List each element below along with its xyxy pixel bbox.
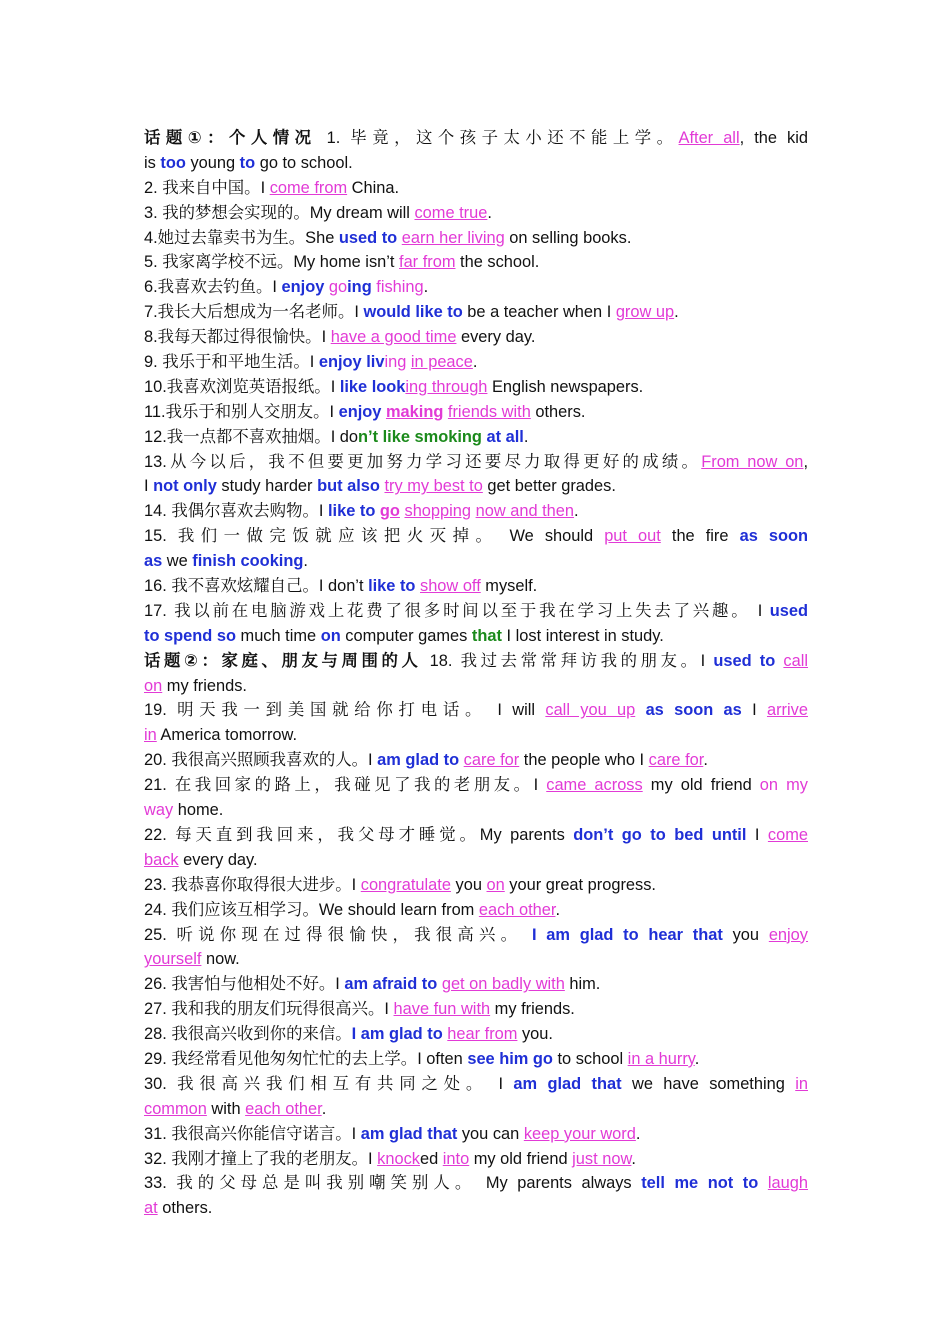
keyword: am glad to <box>377 751 460 770</box>
phrase-underlined: come from <box>269 178 348 197</box>
text-run: 27. 我和我的朋友们玩得很高兴。I <box>144 1000 394 1019</box>
phrase-underlined: call you up <box>545 701 636 720</box>
text-line <box>144 674 808 699</box>
text-run: 22. 每天直到我回来，我父母才睡觉。My parents <box>144 825 574 844</box>
keyword-green: that <box>471 626 502 645</box>
text-run: 12.我一点都不喜欢抽烟。I do <box>144 427 359 446</box>
text-run: with <box>206 1099 246 1118</box>
keyword: tell me not to <box>641 1174 759 1193</box>
text-line <box>144 325 808 350</box>
text-run: . <box>694 1049 700 1068</box>
text-line <box>144 375 808 400</box>
phrase-underlined: After all <box>678 129 740 147</box>
text-line <box>144 474 808 499</box>
text-line <box>144 798 808 823</box>
keyword: to <box>239 153 256 172</box>
keyword: like to <box>327 502 376 521</box>
text-run: 3. 我的梦想会实现的。My dream will <box>144 203 415 222</box>
phrase-underlined: come <box>767 825 808 844</box>
text-line <box>144 425 808 450</box>
phrase-underlined: arrive <box>766 701 808 720</box>
text-line <box>144 126 808 151</box>
text-line <box>144 1097 808 1122</box>
text-run: 13.从今以后，我不但要更加努力学习还要尽力取得更好的成绩。 <box>144 452 702 471</box>
text-run: 16. 我不喜欢炫耀自己。I don’t <box>144 577 369 596</box>
text-run: . <box>555 900 561 919</box>
phrase-underlined: back <box>144 850 179 869</box>
text-line <box>144 923 808 948</box>
text-run: China. <box>347 178 400 197</box>
text-run: 20. 我很高兴照顾我喜欢的人。I <box>144 751 378 770</box>
phrase-underlined: have a good time <box>330 328 457 347</box>
text-run: computer games <box>340 626 472 645</box>
text-run: 6.我喜欢去钓鱼。I <box>144 278 282 297</box>
phrase-underlined: come true <box>414 203 488 222</box>
text-run <box>758 1174 768 1192</box>
text-run: . <box>674 303 679 322</box>
keyword: see him go <box>467 1049 553 1068</box>
text-run: . <box>523 427 529 446</box>
text-run: 29. 我经常看见他匆匆忙忙的去上学。I often <box>144 1049 468 1068</box>
keyword: am afraid to <box>344 975 438 994</box>
text-run: home. <box>173 801 224 820</box>
text-run: , <box>803 452 808 471</box>
phrase-underlined: each other <box>478 900 556 919</box>
text-run: . <box>303 552 308 571</box>
keyword: don’t go to bed until <box>573 825 747 844</box>
phrase-underlined: into <box>442 1149 470 1168</box>
phrase-underlined: in a hurry <box>627 1049 695 1068</box>
text-run: . <box>703 751 708 770</box>
phrase-underlined: have fun with <box>393 1000 491 1019</box>
text-run: I <box>741 701 767 720</box>
document-body <box>144 126 808 1221</box>
text-line <box>144 823 808 848</box>
text-run: study harder <box>216 477 318 496</box>
phrase: go <box>328 278 348 297</box>
text-line <box>144 300 808 325</box>
phrase: way <box>144 801 174 820</box>
text-line <box>144 1147 808 1172</box>
text-run: . <box>631 1149 636 1168</box>
phrase-underlined: care for <box>648 751 704 770</box>
text-run: 23. 我恭喜你取得很大进步。I <box>144 875 361 894</box>
phrase: fishing <box>376 278 424 297</box>
keyword: like to <box>368 577 416 596</box>
phrase-underlined: on <box>486 875 505 894</box>
text-line <box>144 1196 808 1221</box>
text-run: 30. 我很高兴我们相互有共同之处。 I <box>144 1074 514 1093</box>
text-line <box>144 599 808 624</box>
keyword: as soon as <box>645 701 742 720</box>
text-run: we have something <box>621 1074 796 1093</box>
text-run: 7.我长大后想成为一名老师。I <box>144 303 364 322</box>
text-run: 10.我喜欢浏览英语报纸。I <box>144 377 340 396</box>
text-run: my old friend <box>469 1149 573 1168</box>
text-line <box>144 524 808 549</box>
phrase-underlined: on <box>144 676 163 695</box>
text-line <box>144 947 808 972</box>
text-run: 21. 在我回家的路上，我碰见了我的老朋友。I <box>144 776 547 795</box>
text-run: 5. 我家离学校不远。My home isn’t <box>144 253 400 272</box>
text-run: your great progress. <box>504 875 656 894</box>
keyword: as soon <box>739 527 808 546</box>
text-line <box>144 848 808 873</box>
text-run: 8.我每天都过得很愉快。I <box>144 328 331 347</box>
text-run: my friends. <box>162 676 247 695</box>
text-line <box>144 1122 808 1147</box>
text-run: 25. 听说你现在过得很愉快，我很高兴。 <box>144 925 532 944</box>
text-line <box>144 499 808 524</box>
topic-heading: 话题②：家庭、朋友与周围的人 <box>144 651 422 670</box>
text-run: 1. 毕竟，这个孩子太小还不能上学。 <box>316 129 679 147</box>
text-run: myself. <box>480 577 538 596</box>
keyword: to spend so <box>144 626 236 645</box>
keyword: too <box>160 153 186 172</box>
text-run: every day. <box>178 850 258 869</box>
phrase-underlined: try my best to <box>384 477 483 496</box>
text-run: 19. 明天我一到美国就给你打电话。 I will <box>144 701 546 720</box>
text-line <box>144 176 808 201</box>
keyword: but also <box>317 477 380 496</box>
text-line <box>144 151 808 176</box>
text-line <box>144 748 808 773</box>
phrase-underlined: call <box>783 651 808 670</box>
keyword: as <box>144 552 163 571</box>
text-run: is <box>144 153 161 172</box>
text-line <box>144 723 808 748</box>
topic-heading: 话题①：个人情况 <box>144 129 317 147</box>
phrase-underlined: shopping <box>404 502 472 521</box>
phrase-underlined: yourself <box>144 950 202 969</box>
phrase-underlined: knock <box>377 1149 420 1168</box>
text-run: I <box>144 477 154 496</box>
text-run: . <box>472 353 478 372</box>
text-run: 11.我乐于和别人交朋友。I <box>144 402 339 421</box>
keyword: finish cooking <box>192 552 304 571</box>
phrase-underlined: in <box>144 726 157 745</box>
text-line <box>144 1047 808 1072</box>
text-run: go to school. <box>255 153 353 172</box>
phrase-underlined: ing through <box>405 377 488 396</box>
text-run: you <box>450 875 487 894</box>
text-line <box>144 1072 808 1097</box>
phrase-underlined: far from <box>399 253 456 272</box>
text-line <box>144 898 808 923</box>
text-run: America tomorrow. <box>156 726 298 745</box>
phrase-underlined: congratulate <box>360 875 451 894</box>
text-run: get better grades. <box>482 477 616 496</box>
phrase-underlined: laugh <box>767 1174 808 1193</box>
phrase-underlined: show off <box>420 577 481 596</box>
keyword: I am glad to <box>351 1025 443 1044</box>
text-run: . <box>635 1124 641 1143</box>
phrase-underlined: each other <box>245 1099 322 1118</box>
keyword-green: n’t like smoking <box>358 427 482 446</box>
text-line <box>144 873 808 898</box>
text-line <box>144 574 808 599</box>
phrase-underlined: keep your word <box>523 1124 636 1143</box>
text-line <box>144 226 808 251</box>
text-line <box>144 773 808 798</box>
text-run: much time <box>235 626 321 645</box>
text-run: every day. <box>456 328 536 347</box>
phrase-underlined: friends with <box>447 402 531 421</box>
keyword: enjoy liv <box>318 353 385 372</box>
text-run: 26. 我害怕与他相处不好。I <box>144 975 345 994</box>
text-run: 31. 我很高兴你能信守诺言。I <box>144 1124 361 1143</box>
text-run: you <box>722 925 769 944</box>
keyword: am glad that <box>360 1124 458 1143</box>
text-line <box>144 201 808 226</box>
phrase-underlined: in <box>795 1074 808 1093</box>
phrase-underlined: in peace <box>410 353 473 372</box>
text-line <box>144 275 808 300</box>
keyword-phrase: making <box>385 402 444 421</box>
keyword: used to <box>338 228 398 247</box>
keyword: am glad that <box>513 1074 622 1093</box>
text-run: now. <box>201 950 240 969</box>
text-line <box>144 549 808 574</box>
text-run: be a teacher when I <box>462 303 616 322</box>
phrase-underlined: hear from <box>447 1025 518 1044</box>
text-line <box>144 624 808 649</box>
text-run: 2. 我来自中国。I <box>144 178 270 197</box>
text-run: 18. 我过去常常拜访我的朋友。I <box>421 651 714 670</box>
phrase-underlined: From now on <box>701 452 804 471</box>
text-run: 9. 我乐于和平地生活。I <box>144 353 319 372</box>
keyword: enjoy <box>281 278 325 297</box>
keyword: would like to <box>363 303 463 322</box>
text-line <box>144 400 808 425</box>
phrase-underlined: grow up <box>615 303 675 322</box>
text-run: my friends. <box>490 1000 575 1019</box>
text-run: young <box>185 153 240 172</box>
text-line <box>144 649 808 674</box>
keyword: enjoy <box>338 402 382 421</box>
phrase-underlined: get on badly with <box>441 975 565 994</box>
keyword: like look <box>339 377 406 396</box>
text-run: I lost interest in study. <box>501 626 664 645</box>
phrase-underlined: common <box>144 1099 207 1118</box>
text-run: him. <box>564 975 601 994</box>
text-run: the school. <box>455 253 540 272</box>
text-run: 32. 我刚才撞上了我的老朋友。I <box>144 1149 378 1168</box>
text-run: 14. 我偶尔喜欢去购物。I <box>144 502 328 521</box>
text-run: 17. 我以前在电脑游戏上花费了很多时间以至于我在学习上失去了兴趣。 I <box>144 601 770 620</box>
text-run: . <box>487 203 492 222</box>
text-run: 28. 我很高兴收到你的来信。 <box>144 1025 352 1044</box>
phrase: on my <box>759 776 808 795</box>
text-run: we <box>162 552 193 571</box>
keyword: not only <box>153 477 217 496</box>
text-line <box>144 250 808 275</box>
keyword: ing <box>347 278 372 297</box>
text-run: I <box>746 825 768 844</box>
text-run: . <box>321 1099 327 1118</box>
phrase: ing <box>384 353 407 372</box>
text-run: 33. 我的父母总是叫我别嘲笑别人。 My parents always <box>144 1174 642 1193</box>
phrase-underlined: at <box>144 1199 158 1218</box>
keyword: used to <box>713 651 776 670</box>
phrase-underlined: care for <box>463 751 520 770</box>
text-line <box>144 1171 808 1196</box>
phrase-underlined: now and then <box>475 502 575 521</box>
keyword: at all <box>486 427 524 446</box>
text-run: you. <box>517 1025 553 1044</box>
text-run: , the kid <box>739 129 808 147</box>
keyword-phrase: go <box>379 502 400 521</box>
phrase-underlined: just now <box>572 1149 632 1168</box>
text-line <box>144 997 808 1022</box>
text-run: others. <box>530 402 586 421</box>
text-run: ed <box>419 1149 443 1168</box>
phrase-underlined: enjoy <box>768 925 808 944</box>
phrase-underlined: put out <box>604 527 661 546</box>
text-line <box>144 1022 808 1047</box>
text-run: . <box>423 278 429 297</box>
text-run: you can <box>457 1124 524 1143</box>
text-run: the fire <box>660 527 740 546</box>
text-line <box>144 698 808 723</box>
text-run: 24. 我们应该互相学习。We should learn from <box>144 900 479 919</box>
text-line <box>144 450 808 475</box>
text-run: my old friend <box>642 776 760 795</box>
text-line <box>144 972 808 997</box>
keyword: on <box>320 626 341 645</box>
phrase-underlined: earn her living <box>401 228 505 247</box>
text-run: the people who I <box>519 751 649 770</box>
text-line <box>144 350 808 375</box>
text-run: others. <box>157 1199 213 1218</box>
text-run: on selling books. <box>504 228 632 247</box>
text-run <box>635 701 645 719</box>
phrase-underlined: came across <box>546 776 643 795</box>
text-run: 15. 我们一做完饭就应该把火灭掉。 We should <box>144 527 605 546</box>
text-run: 4.她过去靠卖书为生。She <box>144 228 339 247</box>
text-run: to school <box>552 1049 628 1068</box>
text-run: . <box>574 502 579 521</box>
keyword: used <box>769 601 808 620</box>
keyword: I am glad to hear that <box>531 925 723 944</box>
text-run: English newspapers. <box>487 377 644 396</box>
